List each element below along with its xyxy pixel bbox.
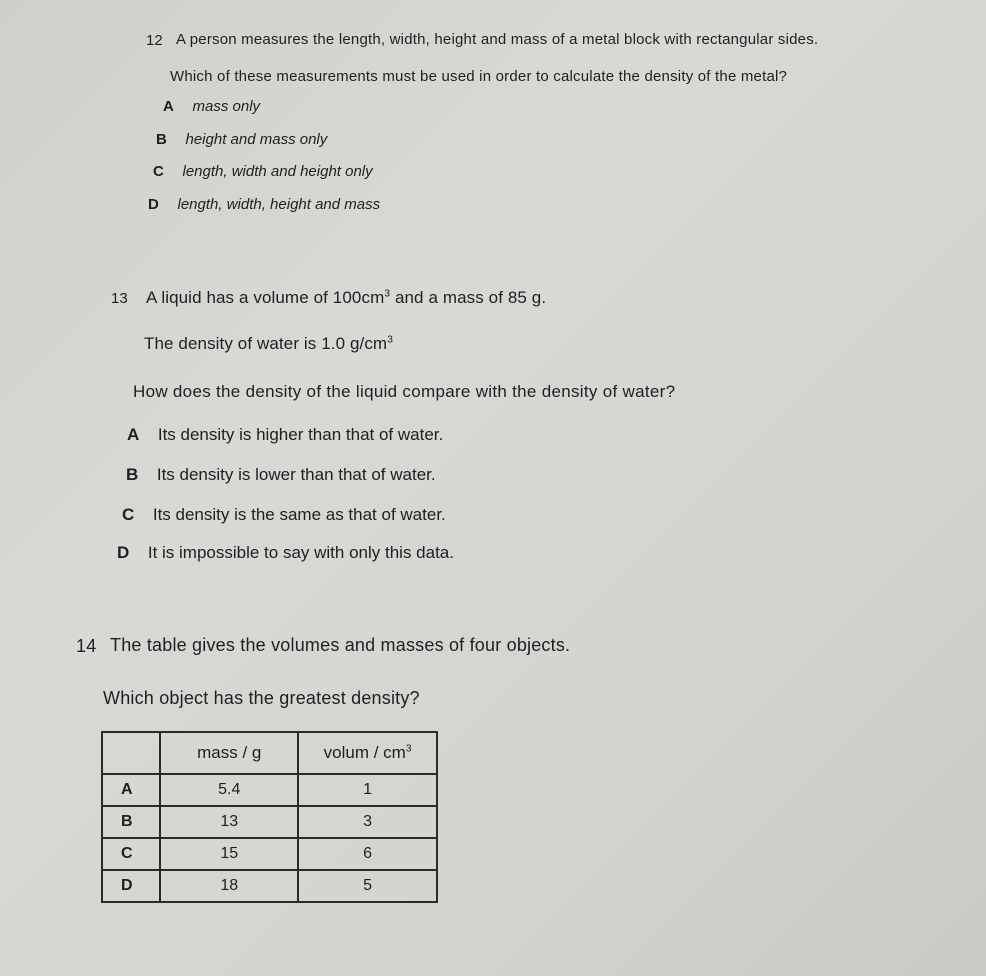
volume-cell: 6 <box>298 838 437 870</box>
question-13-number: 13 <box>111 290 128 307</box>
option-letter: A <box>127 425 140 444</box>
question-14-stem: The table gives the volumes and masses of four objects. <box>110 635 571 655</box>
option-text: Its density is the same as that of water. <box>152 505 446 524</box>
objects-table <box>101 731 438 903</box>
question-13-prompt: How does the density of the liquid compare with the density of water? <box>133 382 676 401</box>
header-volume <box>298 732 437 774</box>
row-label: D <box>102 870 160 902</box>
header-empty-cell <box>102 732 160 774</box>
question-14-number: 14 <box>76 636 97 656</box>
question-12-option-d[interactable] <box>148 196 380 214</box>
question-13-water-density <box>144 334 393 354</box>
row-label: C <box>102 838 160 870</box>
question-13-option-b[interactable] <box>126 465 436 485</box>
table-header-row <box>102 732 437 774</box>
question-12-stem: A person measures the length, width, height and mass of a metal block with rectangular sides. <box>176 31 819 48</box>
question-12-option-b[interactable] <box>156 131 327 149</box>
option-text: length, width and height only <box>182 163 373 180</box>
volume-cell: 5 <box>298 870 437 902</box>
question-13-option-a[interactable] <box>127 425 443 445</box>
table-row <box>102 806 437 838</box>
stem-text-after: and a mass of 85 g. <box>394 288 547 307</box>
volume-exponent: 3 <box>384 288 391 300</box>
mass-cell: 13 <box>160 806 298 838</box>
row-label: A <box>102 774 160 806</box>
option-letter: D <box>117 543 130 562</box>
volume-unit: cm <box>361 288 385 307</box>
row-label: B <box>102 806 160 838</box>
header-volume-label: volum <box>323 743 369 762</box>
stem-text: A liquid has a volume of <box>146 288 328 307</box>
header-volume-exponent: 3 <box>405 743 412 755</box>
volume-cell: 1 <box>298 774 437 806</box>
option-text: Its density is lower than that of water. <box>156 465 436 484</box>
question-12-number: 12 <box>146 32 163 49</box>
question-12-option-c[interactable] <box>153 163 373 181</box>
header-mass: mass / g <box>160 732 298 774</box>
header-volume-unit: / cm <box>373 743 406 762</box>
question-12-prompt: Which of these measurements must be used in order to calculate the density of the metal? <box>170 68 788 85</box>
option-text: height and mass only <box>185 131 328 148</box>
mass-cell: 5.4 <box>160 774 298 806</box>
table-row <box>102 774 437 806</box>
question-12-option-a[interactable] <box>163 98 260 116</box>
volume-cell: 3 <box>298 806 437 838</box>
table-row <box>102 870 437 902</box>
question-13-option-d[interactable] <box>117 543 454 563</box>
water-exponent: 3 <box>387 334 393 346</box>
option-text: length, width, height and mass <box>177 196 381 213</box>
option-text: mass only <box>192 98 261 115</box>
question-14-prompt: Which object has the greatest density? <box>103 688 420 708</box>
option-letter: C <box>122 505 135 524</box>
option-letter: B <box>126 465 139 484</box>
question-13-option-c[interactable] <box>122 505 446 525</box>
mass-cell: 15 <box>160 838 298 870</box>
water-value: 1.0 g/cm <box>321 334 388 353</box>
table-row <box>102 838 437 870</box>
mass-cell: 18 <box>160 870 298 902</box>
option-letter: C <box>153 163 165 180</box>
volume-number: 100 <box>332 288 362 307</box>
option-letter: B <box>156 131 168 148</box>
option-letter: D <box>148 196 160 213</box>
option-letter: A <box>163 98 175 115</box>
question-13-stem <box>146 288 546 308</box>
option-text: Its density is higher than that of water. <box>157 425 444 444</box>
volume-value <box>333 288 390 307</box>
water-prefix: The density of water is <box>144 334 317 353</box>
option-text: It is impossible to say with only this data. <box>147 543 454 562</box>
